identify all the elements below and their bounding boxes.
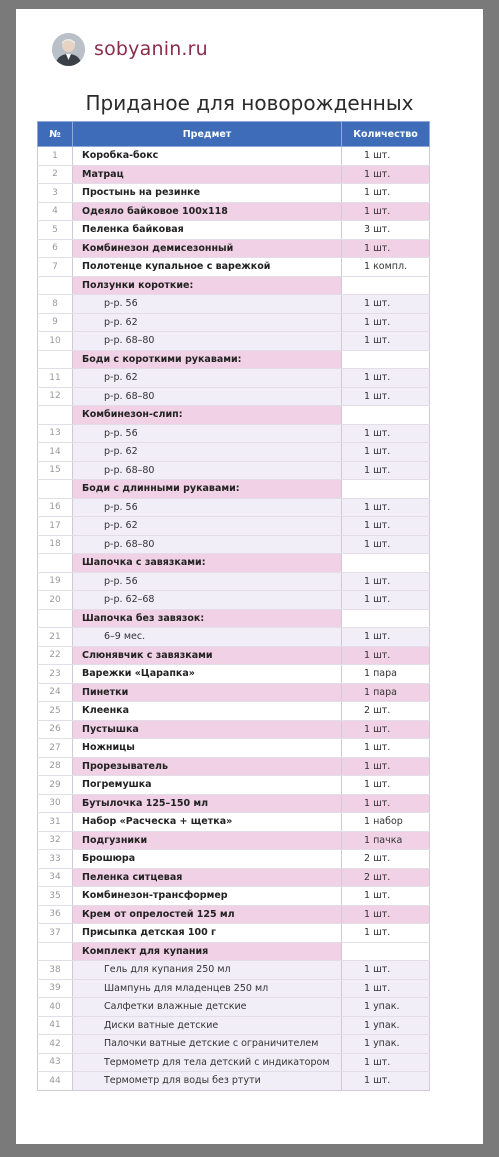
item-name: Шампунь для младенцев 250 мл xyxy=(73,979,342,998)
column-header-number: № xyxy=(38,122,73,147)
row-number: 11 xyxy=(38,369,73,388)
row-number: 42 xyxy=(38,1035,73,1054)
item-name: Гель для купания 250 мл xyxy=(73,961,342,980)
row-number: 25 xyxy=(38,702,73,721)
item-name: р-р. 62 xyxy=(73,517,342,536)
row-number: 43 xyxy=(38,1053,73,1072)
table-row xyxy=(38,1016,430,1035)
row-number: 31 xyxy=(38,813,73,832)
row-number: 26 xyxy=(38,720,73,739)
item-name: Салфетки влажные детские xyxy=(73,998,342,1017)
item-quantity: 1 шт. xyxy=(342,1053,430,1072)
row-number xyxy=(38,480,73,499)
table-row xyxy=(38,887,430,906)
table-group-row xyxy=(38,406,430,425)
item-quantity: 2 шт. xyxy=(342,850,430,869)
item-quantity: 1 пара xyxy=(342,683,430,702)
item-quantity: 1 шт. xyxy=(342,517,430,536)
row-number: 30 xyxy=(38,794,73,813)
item-name: Набор «Расческа + щетка» xyxy=(73,813,342,832)
item-quantity: 1 шт. xyxy=(342,239,430,258)
table-row xyxy=(38,683,430,702)
table-row xyxy=(38,702,430,721)
row-number: 22 xyxy=(38,646,73,665)
item-quantity xyxy=(342,276,430,295)
item-quantity: 1 шт. xyxy=(342,979,430,998)
item-quantity xyxy=(342,942,430,961)
table-row xyxy=(38,739,430,758)
row-number: 17 xyxy=(38,517,73,536)
table-row xyxy=(38,998,430,1017)
item-quantity: 1 шт. xyxy=(342,905,430,924)
table-row xyxy=(38,665,430,684)
item-quantity: 1 шт. xyxy=(342,628,430,647)
row-number: 36 xyxy=(38,905,73,924)
row-number: 14 xyxy=(38,443,73,462)
page-title: Приданое для новорожденных xyxy=(85,91,414,115)
item-quantity: 1 шт. xyxy=(342,313,430,332)
item-quantity: 1 пара xyxy=(342,665,430,684)
row-number: 39 xyxy=(38,979,73,998)
row-number xyxy=(38,554,73,573)
table-row xyxy=(38,443,430,462)
item-quantity: 1 шт. xyxy=(342,961,430,980)
item-quantity xyxy=(342,480,430,499)
table-group-row xyxy=(38,276,430,295)
item-name: Пинетки xyxy=(73,683,342,702)
item-name: р-р. 62 xyxy=(73,369,342,388)
table-row xyxy=(38,794,430,813)
item-quantity: 1 шт. xyxy=(342,387,430,406)
item-quantity: 1 шт. xyxy=(342,165,430,184)
item-quantity: 1 шт. xyxy=(342,498,430,517)
row-number: 18 xyxy=(38,535,73,554)
item-name: Полотенце купальное с варежкой xyxy=(73,258,342,277)
group-label: Боди с короткими рукавами: xyxy=(73,350,342,369)
item-quantity: 1 шт. xyxy=(342,1072,430,1091)
row-number: 20 xyxy=(38,591,73,610)
item-name: Диски ватные детские xyxy=(73,1016,342,1035)
table-header-row xyxy=(38,122,430,147)
item-name: р-р. 68–80 xyxy=(73,387,342,406)
row-number: 38 xyxy=(38,961,73,980)
item-name: р-р. 56 xyxy=(73,498,342,517)
item-name: р-р. 56 xyxy=(73,295,342,314)
row-number xyxy=(38,276,73,295)
item-name: Ножницы xyxy=(73,739,342,758)
item-quantity: 3 шт. xyxy=(342,221,430,240)
item-quantity: 2 шт. xyxy=(342,868,430,887)
table-row xyxy=(38,221,430,240)
row-number: 16 xyxy=(38,498,73,517)
item-name: Термометр для тела детский с индикатором xyxy=(73,1053,342,1072)
row-number: 23 xyxy=(38,665,73,684)
table-row xyxy=(38,961,430,980)
table-row xyxy=(38,868,430,887)
item-quantity: 1 шт. xyxy=(342,443,430,462)
table-row xyxy=(38,535,430,554)
row-number: 32 xyxy=(38,831,73,850)
item-name: Прорезыватель xyxy=(73,757,342,776)
table-row xyxy=(38,572,430,591)
table-row xyxy=(38,905,430,924)
item-name: Пеленка байковая xyxy=(73,221,342,240)
item-name: Брошюра xyxy=(73,850,342,869)
item-quantity: 1 шт. xyxy=(342,424,430,443)
item-name: Термометр для воды без ртути xyxy=(73,1072,342,1091)
item-quantity: 1 шт. xyxy=(342,794,430,813)
group-label: Шапочка с завязками: xyxy=(73,554,342,573)
item-quantity: 1 шт. xyxy=(342,332,430,351)
row-number: 37 xyxy=(38,924,73,943)
item-name: Палочки ватные детские с ограничителем xyxy=(73,1035,342,1054)
table-row xyxy=(38,628,430,647)
item-quantity: 1 шт. xyxy=(342,646,430,665)
item-quantity: 1 пачка xyxy=(342,831,430,850)
table-group-row xyxy=(38,942,430,961)
row-number: 9 xyxy=(38,313,73,332)
row-number: 2 xyxy=(38,165,73,184)
item-quantity xyxy=(342,350,430,369)
table-row xyxy=(38,369,430,388)
item-name: Погремушка xyxy=(73,776,342,795)
item-name: Слюнявчик с завязками xyxy=(73,646,342,665)
table-row xyxy=(38,720,430,739)
item-quantity: 1 упак. xyxy=(342,998,430,1017)
item-quantity: 1 шт. xyxy=(342,369,430,388)
item-name: Пеленка ситцевая xyxy=(73,868,342,887)
table-row xyxy=(38,591,430,610)
table-row xyxy=(38,1053,430,1072)
row-number: 28 xyxy=(38,757,73,776)
table-row xyxy=(38,165,430,184)
row-number: 13 xyxy=(38,424,73,443)
row-number: 29 xyxy=(38,776,73,795)
item-quantity: 1 шт. xyxy=(342,202,430,221)
item-name: Бутылочка 125–150 мл xyxy=(73,794,342,813)
table-row xyxy=(38,184,430,203)
table-row xyxy=(38,498,430,517)
row-number: 41 xyxy=(38,1016,73,1035)
table-row xyxy=(38,147,430,166)
row-number: 21 xyxy=(38,628,73,647)
row-number: 27 xyxy=(38,739,73,758)
item-quantity: 1 упак. xyxy=(342,1016,430,1035)
table-row xyxy=(38,831,430,850)
item-name: р-р. 68–80 xyxy=(73,535,342,554)
table-row xyxy=(38,813,430,832)
item-name: Комбинезон-трансформер xyxy=(73,887,342,906)
person-photo-icon xyxy=(52,33,85,66)
table-row xyxy=(38,239,430,258)
item-quantity: 1 шт. xyxy=(342,924,430,943)
table-group-row xyxy=(38,350,430,369)
table-row xyxy=(38,1072,430,1091)
item-name: р-р. 62–68 xyxy=(73,591,342,610)
row-number: 7 xyxy=(38,258,73,277)
row-number: 12 xyxy=(38,387,73,406)
item-name: р-р. 56 xyxy=(73,572,342,591)
row-number: 19 xyxy=(38,572,73,591)
table-row xyxy=(38,924,430,943)
table-body xyxy=(38,147,430,1091)
table-row xyxy=(38,424,430,443)
item-name: Присыпка детская 100 г xyxy=(73,924,342,943)
site-brand[interactable] xyxy=(52,32,208,66)
item-quantity: 1 шт. xyxy=(342,739,430,758)
row-number: 10 xyxy=(38,332,73,351)
item-name: Подгузники xyxy=(73,831,342,850)
group-label: Шапочка без завязок: xyxy=(73,609,342,628)
row-number xyxy=(38,942,73,961)
row-number: 6 xyxy=(38,239,73,258)
table-row xyxy=(38,979,430,998)
table-row xyxy=(38,1035,430,1054)
item-quantity: 1 шт. xyxy=(342,461,430,480)
item-quantity: 1 упак. xyxy=(342,1035,430,1054)
site-name[interactable]: sobyanin.ru xyxy=(94,38,208,60)
item-name: Пустышка xyxy=(73,720,342,739)
item-name: Комбинезон демисезонный xyxy=(73,239,342,258)
row-number: 35 xyxy=(38,887,73,906)
row-number: 40 xyxy=(38,998,73,1017)
table-row xyxy=(38,646,430,665)
item-name: Одеяло байковое 100х118 xyxy=(73,202,342,221)
item-quantity: 1 шт. xyxy=(342,572,430,591)
item-name: Матрац xyxy=(73,165,342,184)
row-number: 4 xyxy=(38,202,73,221)
item-quantity: 1 шт. xyxy=(342,147,430,166)
item-quantity xyxy=(342,406,430,425)
item-name: р-р. 56 xyxy=(73,424,342,443)
table-group-row xyxy=(38,554,430,573)
item-quantity: 1 компл. xyxy=(342,258,430,277)
table-row xyxy=(38,258,430,277)
row-number: 24 xyxy=(38,683,73,702)
item-quantity xyxy=(342,609,430,628)
item-quantity: 1 шт. xyxy=(342,591,430,610)
dowry-table xyxy=(37,121,430,1091)
row-number: 34 xyxy=(38,868,73,887)
item-quantity: 1 шт. xyxy=(342,720,430,739)
table-row xyxy=(38,332,430,351)
row-number xyxy=(38,350,73,369)
table-row xyxy=(38,295,430,314)
item-name: р-р. 62 xyxy=(73,313,342,332)
avatar xyxy=(52,33,85,66)
table-row xyxy=(38,850,430,869)
group-label: Комбинезон-слип: xyxy=(73,406,342,425)
table-row xyxy=(38,757,430,776)
table-group-row xyxy=(38,480,430,499)
item-name: р-р. 68–80 xyxy=(73,332,342,351)
row-number: 44 xyxy=(38,1072,73,1091)
item-name: Простынь на резинке xyxy=(73,184,342,203)
column-header-quantity: Количество xyxy=(342,122,430,147)
row-number: 15 xyxy=(38,461,73,480)
item-quantity: 1 шт. xyxy=(342,295,430,314)
item-quantity: 1 шт. xyxy=(342,757,430,776)
table-row xyxy=(38,517,430,536)
group-label: Боди с длинными рукавами: xyxy=(73,480,342,499)
column-header-item: Предмет xyxy=(73,122,342,147)
table-group-row xyxy=(38,609,430,628)
table-row xyxy=(38,776,430,795)
item-quantity: 1 набор xyxy=(342,813,430,832)
row-number xyxy=(38,406,73,425)
row-number: 8 xyxy=(38,295,73,314)
item-quantity: 1 шт. xyxy=(342,184,430,203)
item-name: р-р. 68–80 xyxy=(73,461,342,480)
row-number: 5 xyxy=(38,221,73,240)
row-number xyxy=(38,609,73,628)
item-name: 6–9 мес. xyxy=(73,628,342,647)
row-number: 33 xyxy=(38,850,73,869)
item-name: Клеенка xyxy=(73,702,342,721)
item-quantity xyxy=(342,554,430,573)
row-number: 3 xyxy=(38,184,73,203)
item-quantity: 1 шт. xyxy=(342,887,430,906)
item-name: Крем от опрелостей 125 мл xyxy=(73,905,342,924)
group-label: Ползунки короткие: xyxy=(73,276,342,295)
row-number: 1 xyxy=(38,147,73,166)
table-row xyxy=(38,387,430,406)
item-quantity: 1 шт. xyxy=(342,535,430,554)
group-label: Комплект для купания xyxy=(73,942,342,961)
table-row xyxy=(38,461,430,480)
table-row xyxy=(38,202,430,221)
item-quantity: 1 шт. xyxy=(342,776,430,795)
item-quantity: 2 шт. xyxy=(342,702,430,721)
item-name: Коробка-бокс xyxy=(73,147,342,166)
table-row xyxy=(38,313,430,332)
item-name: р-р. 62 xyxy=(73,443,342,462)
item-name: Варежки «Царапка» xyxy=(73,665,342,684)
